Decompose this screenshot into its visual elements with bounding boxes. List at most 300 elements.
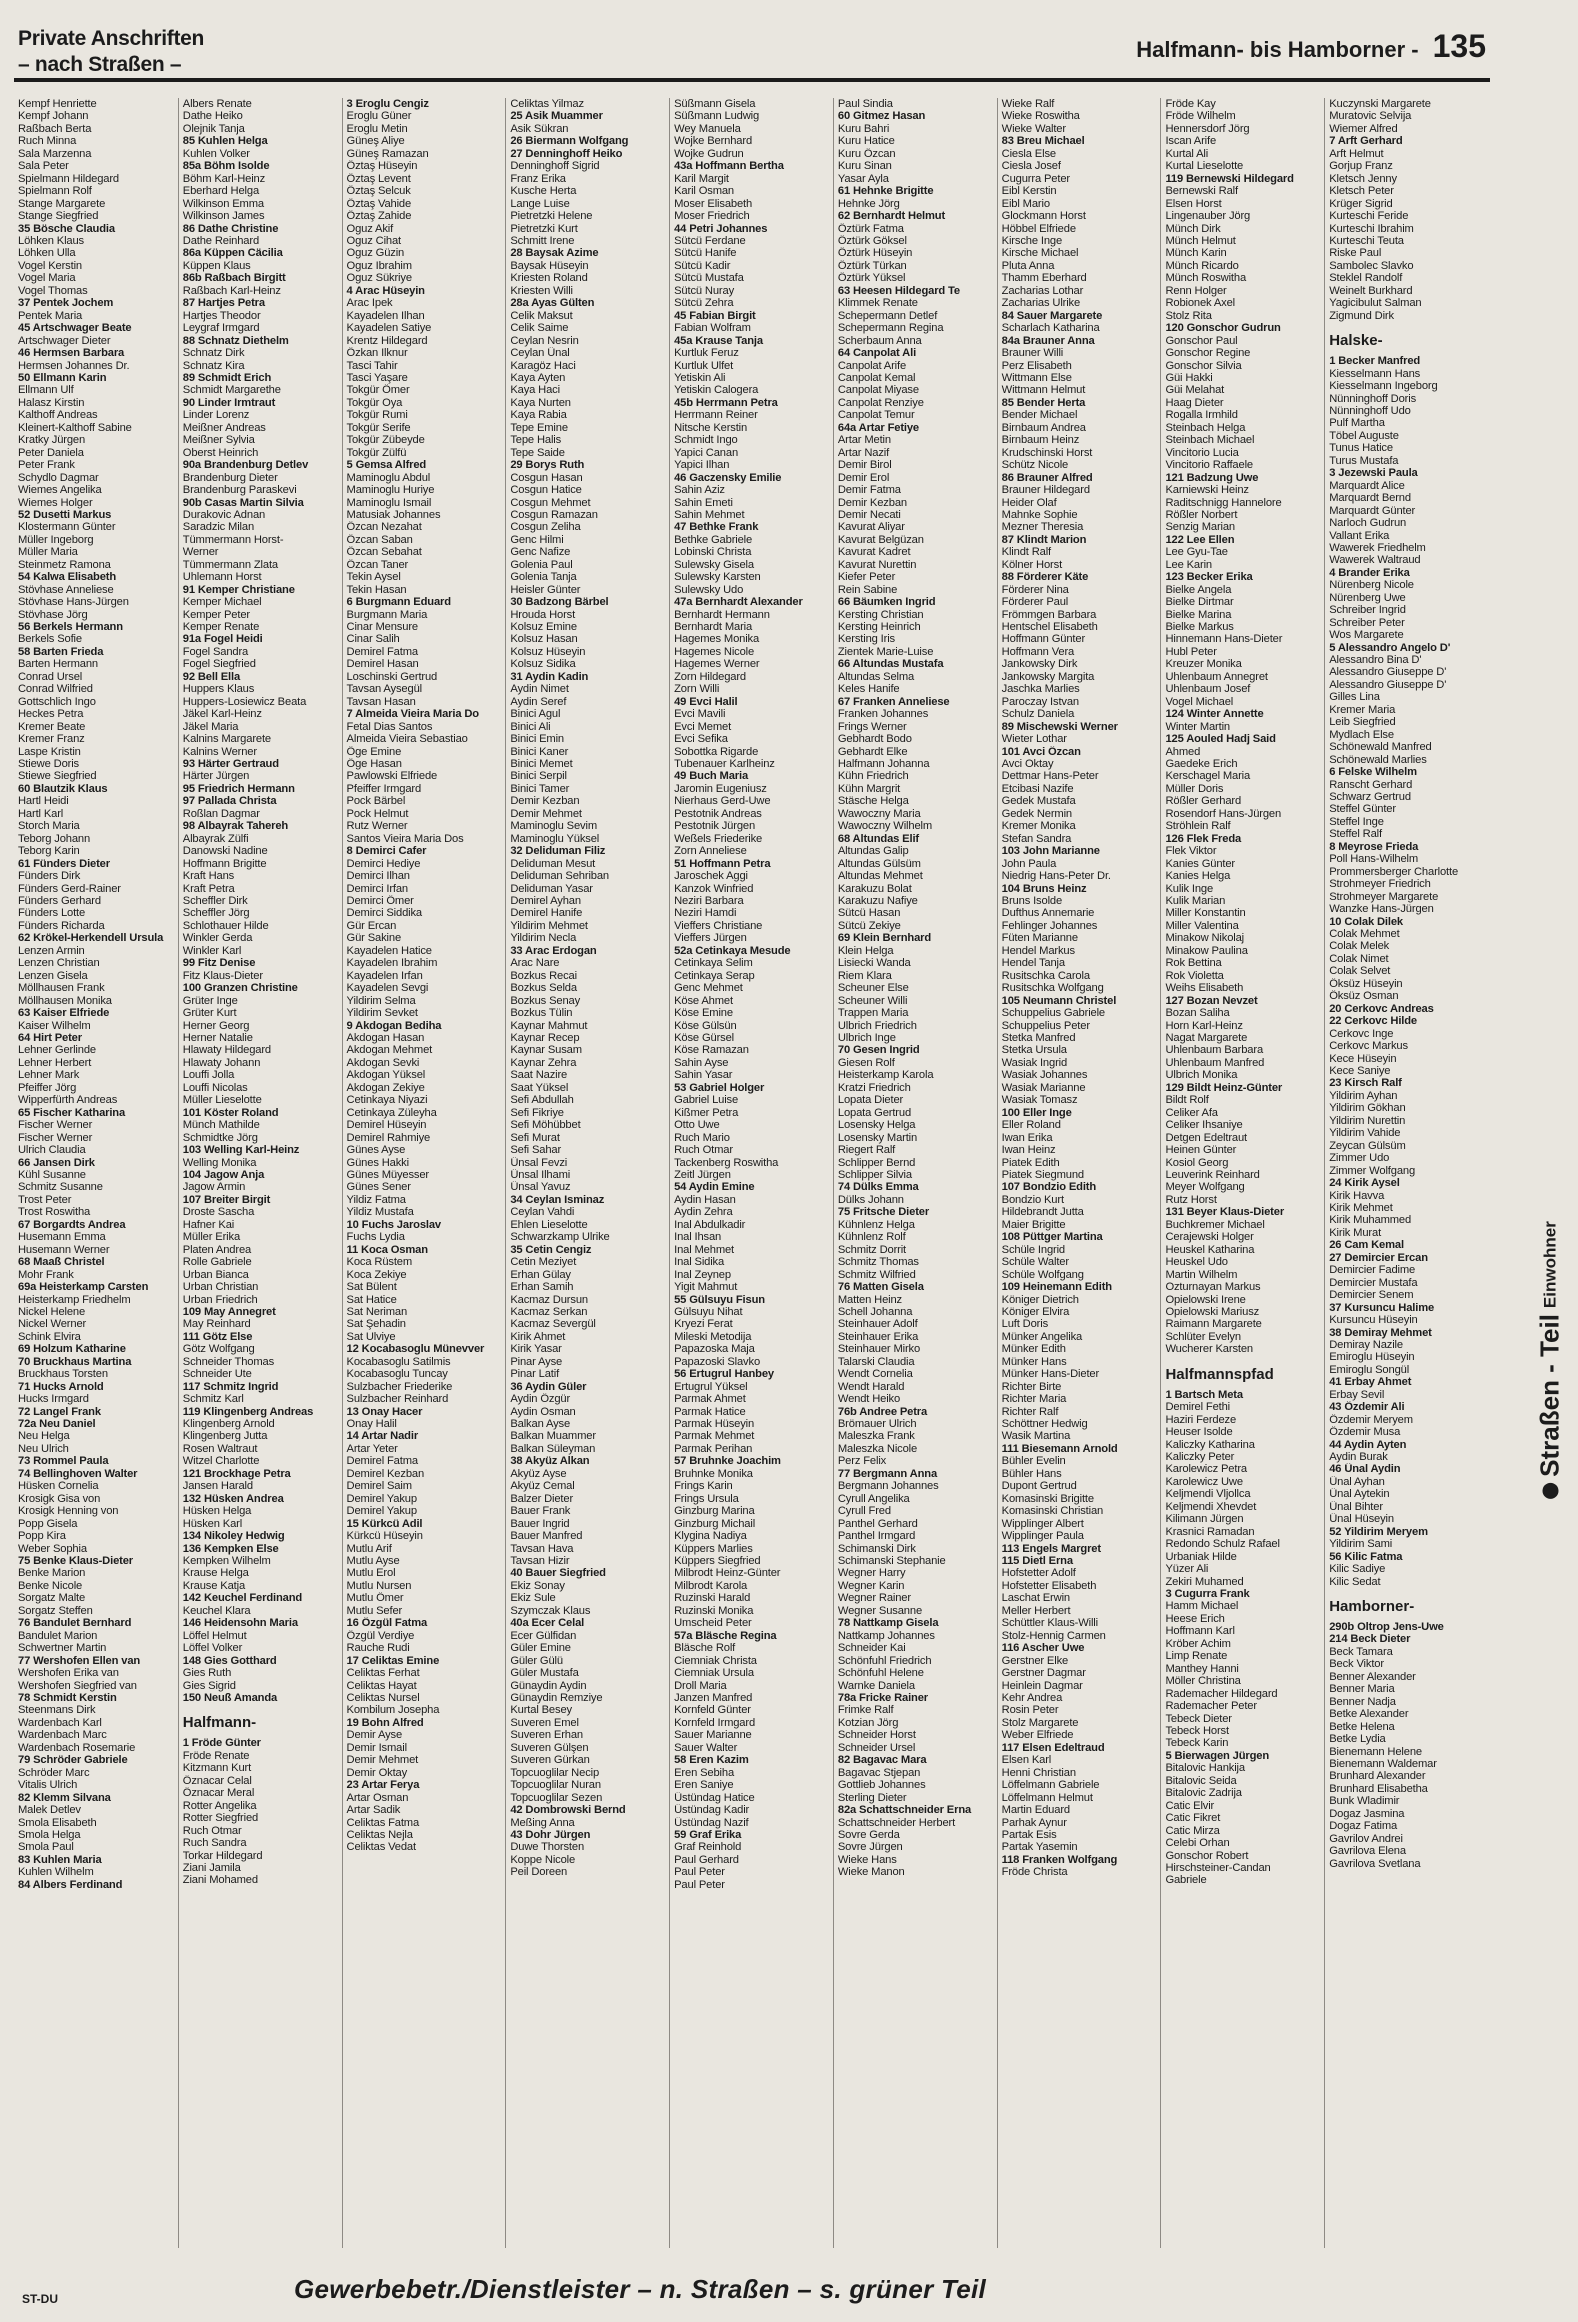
directory-column [669,98,833,2248]
resident-entry: Louffi Nicolas [182,1081,248,1094]
resident-entry: Özcan Saban [346,533,413,546]
resident-entry: Yildirim Sevket [346,1007,418,1020]
resident-entry: Heisler Günter [510,583,581,596]
resident-entry: Zorn Hildegard [674,670,747,683]
resident-entry: Saradzic Milan [182,521,255,534]
resident-entry: Karakuzu Nafiye [837,895,918,907]
resident-entry: Hoffmann Vera [1001,645,1075,658]
resident-entry: Demir Ismail [346,1741,407,1754]
resident-entry: Kraft Hans [182,870,235,883]
resident-entry: Lenzen Christian [18,957,100,970]
resident-entry: Kanzok Winfried [674,882,754,895]
resident-entry: 67 Franken Anneliese [837,695,950,708]
resident-entry: Öznacar Celal [182,1774,252,1787]
resident-entry: Benner Alexander [1329,1670,1416,1683]
resident-entry: Kurteschi Teuta [1329,234,1404,247]
resident-entry: 40 Bauer Siegfried [510,1567,606,1580]
resident-entry: Brandenburg Dieter [182,471,278,484]
resident-entry: Canpolat Miyase [837,384,919,397]
resident-entry: Brandenburg Paraskevi [182,484,297,497]
resident-entry: Ekiz Sonay [510,1579,565,1592]
resident-entry: Kaiser Wilhelm [18,1019,91,1032]
resident-entry: Kayadelen Sevgi [346,982,429,995]
resident-entry: 88 Förderer Käte [1001,571,1089,584]
resident-entry: Erhan Gülay [510,1268,571,1281]
resident-entry: Tunus Hatice [1329,442,1393,455]
resident-entry: 85a Böhm Isolde [182,160,270,173]
resident-entry: Kersting Iris [837,633,895,646]
resident-entry: Demirel Hanife [510,907,583,920]
resident-entry: Günes Sener [346,1181,411,1194]
resident-entry: Kirik Murat [1329,1226,1382,1239]
resident-entry: Bruckhaus Torsten [18,1368,108,1381]
resident-entry: Ciemniak Ursula [674,1667,754,1680]
resident-entry: Conrad Wilfried [18,683,93,696]
resident-entry: Yasar Ayla [837,172,889,185]
resident-entry: Schell Johanna [837,1305,913,1318]
resident-entry: Scherbaum Anna [837,334,922,347]
resident-entry: Panthel Irmgard [837,1530,916,1543]
resident-entry: Steinbach Michael [1165,434,1255,447]
resident-entry: 44 Aydin Ayten [1329,1438,1407,1451]
resident-entry: Gonschor Silvia [1165,359,1242,372]
resident-entry: Meller Herbert [1001,1604,1071,1617]
resident-entry: Demir Erol [837,471,890,484]
resident-entry: Üstündag Kadir [674,1804,750,1817]
resident-entry: Bildt Rolf [1165,1094,1209,1107]
resident-entry: Trost Roswitha [18,1206,91,1219]
resident-entry: 37 Kursuncu Halime [1329,1301,1435,1314]
resident-entry: Wasiak Marianne [1001,1081,1086,1094]
resident-entry: Bandulet Marion [18,1629,98,1642]
resident-entry: Alessandro Giuseppe D' [1329,666,1447,679]
resident-entry: Nünninghoff Udo [1329,404,1411,417]
resident-entry: Özcan Nezahat [346,521,422,534]
resident-entry: Cetinkaya Niyazi [346,1094,428,1107]
resident-entry: Sütcü Kadir [674,259,731,272]
resident-entry: Cosgun Hatice [510,484,582,497]
resident-entry: Demircier Fadime [1329,1264,1416,1277]
resident-entry: 7 Almeida Vieira Maria Do [346,708,479,721]
resident-entry: Dupont Gertrud [1001,1480,1077,1493]
resident-entry: Jäkel Maria [182,720,239,733]
resident-entry: Uhlenbaum Manfred [1165,1056,1265,1069]
resident-entry: Stövhase Anneliese [18,583,114,596]
resident-entry: Beck Tamara [1329,1645,1393,1658]
resident-entry: 63 Heesen Hildegard Te [837,284,960,297]
resident-entry: Minakow Paulina [1165,944,1248,957]
resident-entry: Wegner Harry [837,1567,906,1580]
resident-entry: Linder Lorenz [182,409,250,422]
resident-entry: Nürenberg Uwe [1329,591,1406,604]
resident-entry: Güi Hakki [1165,371,1213,384]
listing-columns [14,98,1488,2248]
resident-entry: Niedrig Hans-Peter Dr. [1001,870,1111,883]
resident-entry: 66 Jansen Dirk [18,1156,95,1169]
resident-entry: Schütz Nicole [1001,459,1069,472]
side-label-main: Straßen - Teil [1534,1314,1565,1477]
resident-entry: 99 Fitz Denise [182,957,256,970]
resident-entry: Buchkremer Michael [1165,1218,1265,1231]
resident-entry: Alessandro Bina D' [1329,654,1422,667]
directory-column [505,98,669,2248]
resident-entry: 30 Badzong Bärbel [510,596,609,609]
resident-entry: 103 Welling Karl-Heinz [182,1144,300,1157]
resident-entry: Bielke Angela [1165,583,1232,596]
resident-entry: Rutz Werner [346,820,408,833]
resident-entry: Pinar Latif [510,1368,560,1381]
resident-entry: 76b Andree Petra [837,1405,928,1418]
resident-entry: Ceylan Ünal [510,347,570,360]
resident-entry: Ulbrich Monika [1165,1069,1238,1082]
resident-entry: Heuskel Udo [1165,1256,1228,1269]
resident-entry: Yildirim Selma [346,994,416,1007]
resident-entry: Güler Emine [510,1642,571,1655]
resident-entry: Hendel Tanja [1001,957,1065,970]
resident-entry: Tavsan Aysegül [346,683,422,696]
resident-entry: 120 Gonschor Gudrun [1165,322,1281,335]
resident-entry: Dathe Reinhard [182,234,260,247]
resident-entry: Rauche Rudi [346,1642,410,1655]
resident-entry: Oguz Güzin [346,247,405,260]
resident-entry: Sefi Sahar [510,1144,562,1157]
resident-entry: Ertugrul Yüksel [674,1380,748,1393]
resident-entry: Koca Rüstem [346,1256,413,1269]
resident-entry: Ruzinski Harald [674,1592,751,1605]
resident-entry: 104 Bruns Heinz [1001,882,1087,895]
directory-column [997,98,1161,2248]
resident-entry: Gorjup Franz [1329,160,1393,173]
resident-entry: Kühnlenz Helga [837,1218,915,1231]
resident-entry: Neziri Barbara [674,895,744,907]
resident-entry: Celiktas Vedat [346,1841,416,1854]
resident-entry: Lehner Gerlinde [18,1044,96,1057]
resident-entry: Iwan Heinz [1001,1144,1056,1157]
resident-entry: 127 Bozan Nevzet [1165,994,1258,1007]
resident-entry: 3 Cugurra Frank [1165,1588,1250,1601]
resident-entry: Tepe Saide [510,446,565,459]
resident-entry: Ünsal Ilhami [510,1168,571,1181]
resident-entry: Teborg Johann [18,832,91,845]
resident-entry: 111 Götz Else [182,1330,253,1343]
resident-entry: Töbel Auguste [1329,429,1399,442]
resident-entry: Kilimann Jürgen [1165,1513,1244,1526]
resident-entry: Nünninghoff Doris [1329,392,1417,405]
resident-entry: 13 Onay Hacer [346,1405,423,1418]
resident-entry: Zorn Willi [674,683,720,696]
resident-entry: Halasz Kirstin [18,396,85,409]
resident-entry: May Reinhard [182,1318,251,1331]
resident-entry: Gedek Nermin [1001,807,1072,820]
resident-entry: Nickel Werner [18,1318,87,1331]
resident-entry: Sala Peter [18,160,69,173]
resident-entry: Minakow Nikolaj [1165,932,1245,945]
resident-entry: Stetka Ursula [1001,1044,1067,1057]
resident-entry: Kryezi Ferat [674,1318,733,1331]
resident-entry: Kolsuz Hüseyin [510,645,586,658]
directory-column [14,98,178,2248]
resident-entry: Altundas Selma [837,670,915,683]
resident-entry: 17 Celiktas Emine [346,1654,440,1667]
resident-entry: Winkler Karl [182,944,242,957]
resident-entry: Schönewald Marlies [1329,753,1427,766]
resident-entry: Popp Gisela [18,1517,78,1530]
resident-entry: 82 Klemm Silvana [18,1791,111,1804]
resident-entry: Schönfuhl Helene [837,1667,924,1680]
resident-entry: Talarski Claudia [837,1355,915,1368]
resident-entry: Witzel Charlotte [182,1455,260,1468]
resident-entry: Bielke Markus [1165,621,1234,634]
resident-entry: Rosin Peter [1001,1704,1059,1717]
resident-entry: Keles Hanife [837,683,900,696]
resident-entry: Binici Memet [510,758,573,771]
resident-entry: Frömmgen Barbara [1001,608,1097,621]
resident-entry: Ruch Sandra [182,1837,247,1850]
resident-entry: Schmitt Irene [510,234,575,247]
resident-entry: Ehlen Lieselotte [510,1218,588,1231]
resident-entry: Maleszka Nicole [837,1442,918,1455]
resident-entry: Franken Johannes [837,708,929,721]
resident-entry: 52 Dusetti Markus [18,508,112,521]
resident-entry: Yildirim Nurettin [1329,1114,1406,1127]
resident-entry: Wilkinson James [182,210,265,223]
resident-entry: Tebeck Dieter [1165,1712,1232,1725]
resident-entry: Schüle Walter [1001,1256,1069,1269]
resident-entry: Kanies Helga [1165,870,1231,883]
resident-entry: Wasik Martina [1001,1430,1071,1443]
resident-entry: Münch Mathilde [182,1119,260,1132]
resident-entry: Vogel Maria [18,272,76,285]
resident-entry: Etcibasi Nazife [1001,782,1074,795]
resident-entry: Lange Luise [510,197,570,210]
resident-entry: Kühl Susanne [18,1168,86,1181]
resident-entry: Genc Nafize [510,546,571,559]
street-heading: Hamborner- [1329,1598,1415,1616]
resident-entry: Bethke Gabriele [674,533,753,546]
resident-entry: Senzig Marian [1165,521,1235,534]
resident-entry: Rotter Angelika [182,1799,257,1812]
resident-entry: Weßels Friederike [674,832,763,845]
resident-entry: 121 Badzung Uwe [1165,471,1259,484]
resident-entry: Wanzke Hans-Jürgen [1329,903,1434,916]
resident-entry: Kavurat Nurettin [837,558,917,571]
resident-entry: 9 Akdogan Bediha [346,1019,442,1032]
resident-entry: 98 Albayrak Tahereh [182,820,289,833]
resident-entry: Hlawaty Johann [182,1056,261,1069]
resident-entry: Janzen Manfred [674,1692,753,1704]
resident-entry: Erbay Sevil [1329,1388,1385,1401]
resident-entry: Frings Karin [674,1480,733,1493]
resident-entry: 43 Özdemir Ali [1329,1401,1405,1414]
resident-entry: 36 Aydin Güler [510,1380,587,1393]
resident-entry: Köse Gülsün [674,1019,737,1032]
resident-entry: 70 Bruckhaus Martina [18,1355,132,1368]
resident-entry: Opielowski Irene [1165,1293,1246,1306]
resident-entry: Martin Eduard [1001,1804,1070,1817]
resident-entry: Maminoglu Huriye [346,484,435,497]
resident-entry: Schmitz Susanne [18,1181,103,1194]
resident-entry: 38 Akyüz Alkan [510,1455,590,1468]
resident-entry: Wershofen Erika van [18,1667,119,1680]
resident-entry: Nagat Margarete [1165,1031,1248,1044]
resident-entry: Möller Christina [1165,1675,1241,1688]
resident-entry: Spielmann Hildegard [18,172,120,185]
resident-entry: Stäsche Helga [837,795,909,808]
resident-entry: Ciemniak Christa [674,1654,757,1667]
resident-entry: Balkan Ayse [510,1418,571,1431]
resident-entry: Droste Sascha [182,1206,255,1219]
resident-entry: Kuru Özcan [837,147,896,160]
resident-entry: Komasinski Brigitte [1001,1492,1094,1505]
resident-entry: Kusche Herta [510,185,577,198]
resident-entry: Schepermann Regina [837,322,944,335]
resident-entry: Fünders Lotte [18,907,86,920]
resident-entry: Genc Mehmet [674,982,743,995]
footer-code: ST-DU [22,2292,58,2306]
resident-entry: Ünal Bihter [1329,1500,1383,1513]
resident-entry: Öztürk Göksel [837,234,907,247]
resident-entry: Yildirim Sami [1329,1538,1393,1551]
resident-entry: Husemann Emma [18,1231,106,1244]
resident-entry: Schimanski Stephanie [837,1555,946,1568]
resident-entry: Kirik Yasar [510,1343,562,1356]
resident-entry: Parhak Aynur [1001,1816,1067,1829]
resident-entry: Kece Saniye [1329,1064,1391,1077]
resident-entry: 26 Cam Kemal [1329,1239,1404,1252]
resident-entry: Tebeck Karin [1165,1737,1229,1750]
resident-entry: Schlipper Bernd [837,1156,916,1169]
resident-entry: Betke Alexander [1329,1708,1409,1721]
resident-entry: Colak Selvet [1329,965,1391,978]
resident-entry: Raßbach Karl-Heinz [182,284,281,297]
resident-entry: Lisiecki Wanda [837,957,911,970]
resident-entry: 16 Özgül Fatma [346,1617,428,1630]
resident-entry: Otto Uwe [674,1119,720,1132]
resident-entry: Celiktas Ferhat [346,1667,420,1680]
resident-entry: Ulbrich Inge [837,1031,896,1044]
resident-entry: Hagemes Monika [674,633,760,646]
resident-entry: Golenia Tanja [510,571,577,584]
resident-entry: Tasci Yaşare [346,371,408,384]
resident-entry: Demirel Fethi [1165,1401,1231,1414]
resident-entry: Ziani Jamila [182,1861,241,1874]
resident-entry: Raßbach Berta [18,122,92,135]
resident-entry: Marquardt Günter [1329,504,1416,517]
resident-entry: Durakovic Adnan [182,508,266,521]
resident-entry: Ulrich Claudia [18,1144,86,1157]
resident-entry: Demir Mehmet [346,1754,419,1767]
resident-entry: Schwertner Martin [18,1642,107,1655]
page-header-right [1136,28,1486,65]
resident-entry: 136 Kempken Else [182,1542,279,1555]
resident-entry: Iscan Arife [1165,135,1217,148]
resident-entry: Zeitl Jürgen [674,1168,731,1181]
resident-entry: Löhken Ulla [18,247,76,260]
resident-entry: Hartl Heidi [18,795,69,808]
resident-entry: Akyüz Cemal [510,1480,575,1493]
resident-entry: Küppers Siegfried [674,1555,761,1568]
resident-entry: Wasiak Johannes [1001,1069,1088,1082]
resident-entry: Richter Ralf [1001,1405,1059,1418]
resident-entry: Husemann Werner [18,1243,110,1256]
resident-entry: Panthel Gerhard [837,1517,918,1530]
resident-entry: Dogaz Jasmina [1329,1807,1405,1820]
resident-entry: Thamm Eberhard [1001,272,1087,285]
resident-entry: Arac Ipek [346,297,393,310]
resident-entry: Bielke Dirtmar [1165,596,1234,609]
resident-entry: Wasiak Tomasz [1001,1094,1078,1107]
resident-entry: 8 Demirci Cafer [346,845,427,858]
resident-entry: Sulewsky Karsten [674,571,761,584]
resident-entry: Cosgun Hasan [510,471,583,484]
resident-entry: Droll Maria [674,1679,727,1692]
resident-entry: Güneş Aliye [346,135,405,148]
resident-entry: Müller Lieselotte [182,1094,262,1107]
resident-entry: Demir Kezban [837,496,907,509]
resident-entry: Suveren Emel [510,1716,579,1729]
resident-entry: Öge Hasan [346,758,402,771]
resident-entry: 95 Friedrich Hermann [182,782,295,795]
resident-entry: Celiktas Fatma [346,1816,420,1829]
resident-entry: Kulik Inge [1165,882,1214,895]
resident-entry: Tavsan Hasan [346,695,416,708]
resident-entry: Luft Doris [1001,1318,1049,1331]
resident-entry: Yetiskin Ali [674,371,726,384]
resident-entry: Herner Natalie [182,1031,253,1044]
resident-entry: Yapici Canan [674,446,739,459]
resident-entry: 56 Berkels Hermann [18,621,123,634]
resident-entry: 68 Altundas Elif [837,832,919,845]
resident-entry: Özdemir Meryem [1329,1413,1413,1426]
resident-entry: Birnbaum Andrea [1001,421,1086,434]
resident-entry: Schnatz Kira [182,359,245,372]
resident-entry: Werner [182,546,219,559]
resident-entry: Klingenberg Arnold [182,1418,275,1431]
resident-entry: Küppen Klaus [182,259,251,272]
section-title [18,26,204,78]
resident-entry: Schuppelius Gabriele [1001,1007,1106,1020]
resident-entry: 72a Neu Daniel [18,1418,96,1431]
resident-entry: 22 Cerkovc Hilde [1329,1015,1417,1028]
resident-entry: Parmak Perihan [674,1442,753,1455]
resident-entry: Vallant Erika [1329,529,1390,542]
resident-entry: Richter Maria [1001,1393,1067,1406]
resident-entry: Schmidt Margarethe [182,384,281,397]
resident-entry: Ceylan Vahdi [510,1206,575,1219]
resident-entry: Koca Zekiye [346,1268,407,1281]
resident-entry: Gavrilova Svetlana [1329,1857,1421,1870]
resident-entry: Dogaz Fatima [1329,1820,1398,1833]
resident-entry: 87 Hartjes Petra [182,297,265,310]
resident-entry: Warnke Daniela [837,1679,915,1692]
resident-entry: Catic Mirza [1165,1824,1220,1837]
resident-entry: Perz Elisabeth [1001,359,1072,372]
resident-entry: Sat Neriman [346,1305,408,1318]
resident-entry: 4 Brander Erika [1329,566,1410,579]
resident-entry: Kocabasoglu Tuncay [346,1368,448,1381]
resident-entry: Marquardt Alice [1329,479,1405,492]
resident-entry: Keljmendi Xhevdet [1165,1500,1257,1513]
resident-entry: Pietretzki Kurt [510,222,578,235]
resident-entry: Iwan Erika [1001,1131,1053,1144]
resident-entry: Nickel Helene [18,1305,86,1318]
resident-entry: Maminoglu Abdul [346,471,431,484]
resident-entry: Weihs Elisabeth [1165,982,1244,995]
resident-entry: Urbaniak Hilde [1165,1550,1237,1563]
resident-entry: Schüttler Klaus-Willi [1001,1617,1098,1630]
resident-entry: Catic Fikret [1165,1812,1221,1825]
resident-entry: Sobottka Rigarde [674,745,759,758]
